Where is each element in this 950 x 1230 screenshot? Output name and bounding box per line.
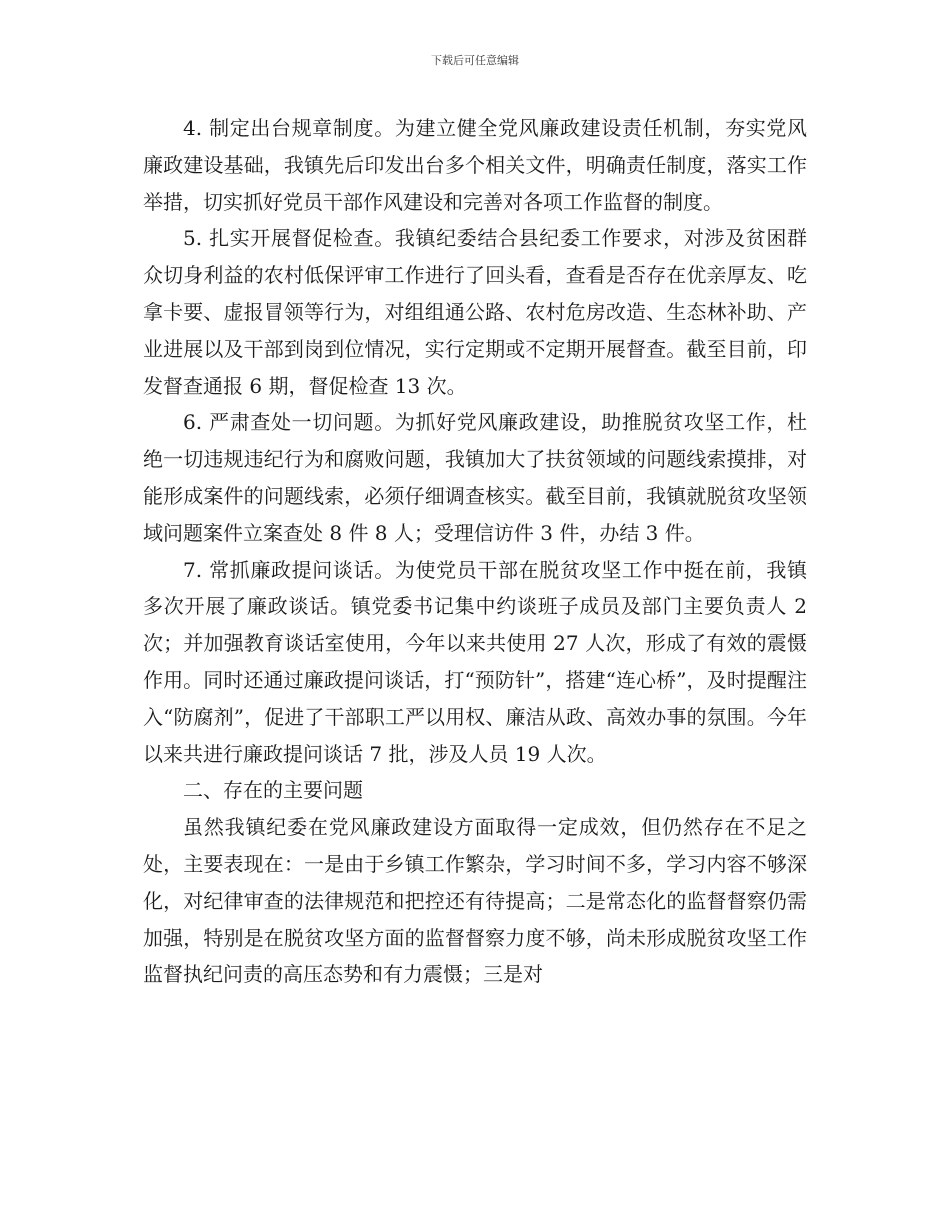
- paragraph-investigation: 6. 严肃查处一切问题。为抓好党风廉政建设，助推脱贫攻坚工作，杜绝一切违规违纪行为和腐败问题，我镇加大了扶贫领域的问题线索摸排，对能形成案件的问题线索，必须仔细调查核实。截至目前，我镇就脱贫攻坚领域问题案件立案查处 8 件 8 人；受理信访件 3 件，办结 3 件。: [143, 410, 807, 545]
- document-body: [143, 110, 807, 993]
- paragraph-integrity-talks: 7. 常抓廉政提问谈话。为使党员干部在脱贫攻坚工作中挺在前，我镇多次开展了廉政谈话。镇党委书记集中约谈班子成员及部门主要负责人 2 次；并加强教育谈话室使用，今年以来共使用 27 人次，形成了有效的震慑作用。同时还通过廉政提问谈话，打“预防针”，搭建“连心桥”，及时提醒注入“防腐剂”，促进了干部职工严以用权、廉洁从政、高效办事的氛围。今年以来共进行廉政提问谈话 7 批，涉及人员 19 人次。: [143, 557, 807, 766]
- paragraph-problems: 虽然我镇纪委在党风廉政建设方面取得一定成效，但仍然存在不足之处，主要表现在：一是由于乡镇工作繁杂，学习时间不多，学习内容不够深化，对纪律审查的法律规范和把控还有待提高；二是常态化的监督督察仍需加强，特别是在脱贫攻坚方面的监督督察力度不够，尚未形成脱贫攻坚工作监督执纪问责的高压态势和有力震慑；三是对: [143, 815, 807, 987]
- page-header: 下载后可任意编辑: [431, 54, 519, 67]
- paragraph-supervision: 5. 扎实开展督促检查。我镇纪委结合县纪委工作要求，对涉及贫困群众切身利益的农村低保评审工作进行了回头看，查看是否存在优亲厚友、吃拿卡要、虚报冒领等行为，对组组通公路、农村危房改造、生态林补助、产业进展以及干部到岗到位情况，实行定期或不定期开展督查。截至目前，印发督查通报 6 期，督促检查 13 次。: [143, 226, 807, 398]
- paragraph-regulations: 4. 制定出台规章制度。为建立健全党风廉政建设责任机制，夯实党风廉政建设基础，我镇先后印发出台多个相关文件，明确责任制度，落实工作举措，切实抓好党员干部作风建设和完善对各项工作监督的制度。: [143, 116, 807, 214]
- section-heading-problems: 二、存在的主要问题: [183, 778, 363, 803]
